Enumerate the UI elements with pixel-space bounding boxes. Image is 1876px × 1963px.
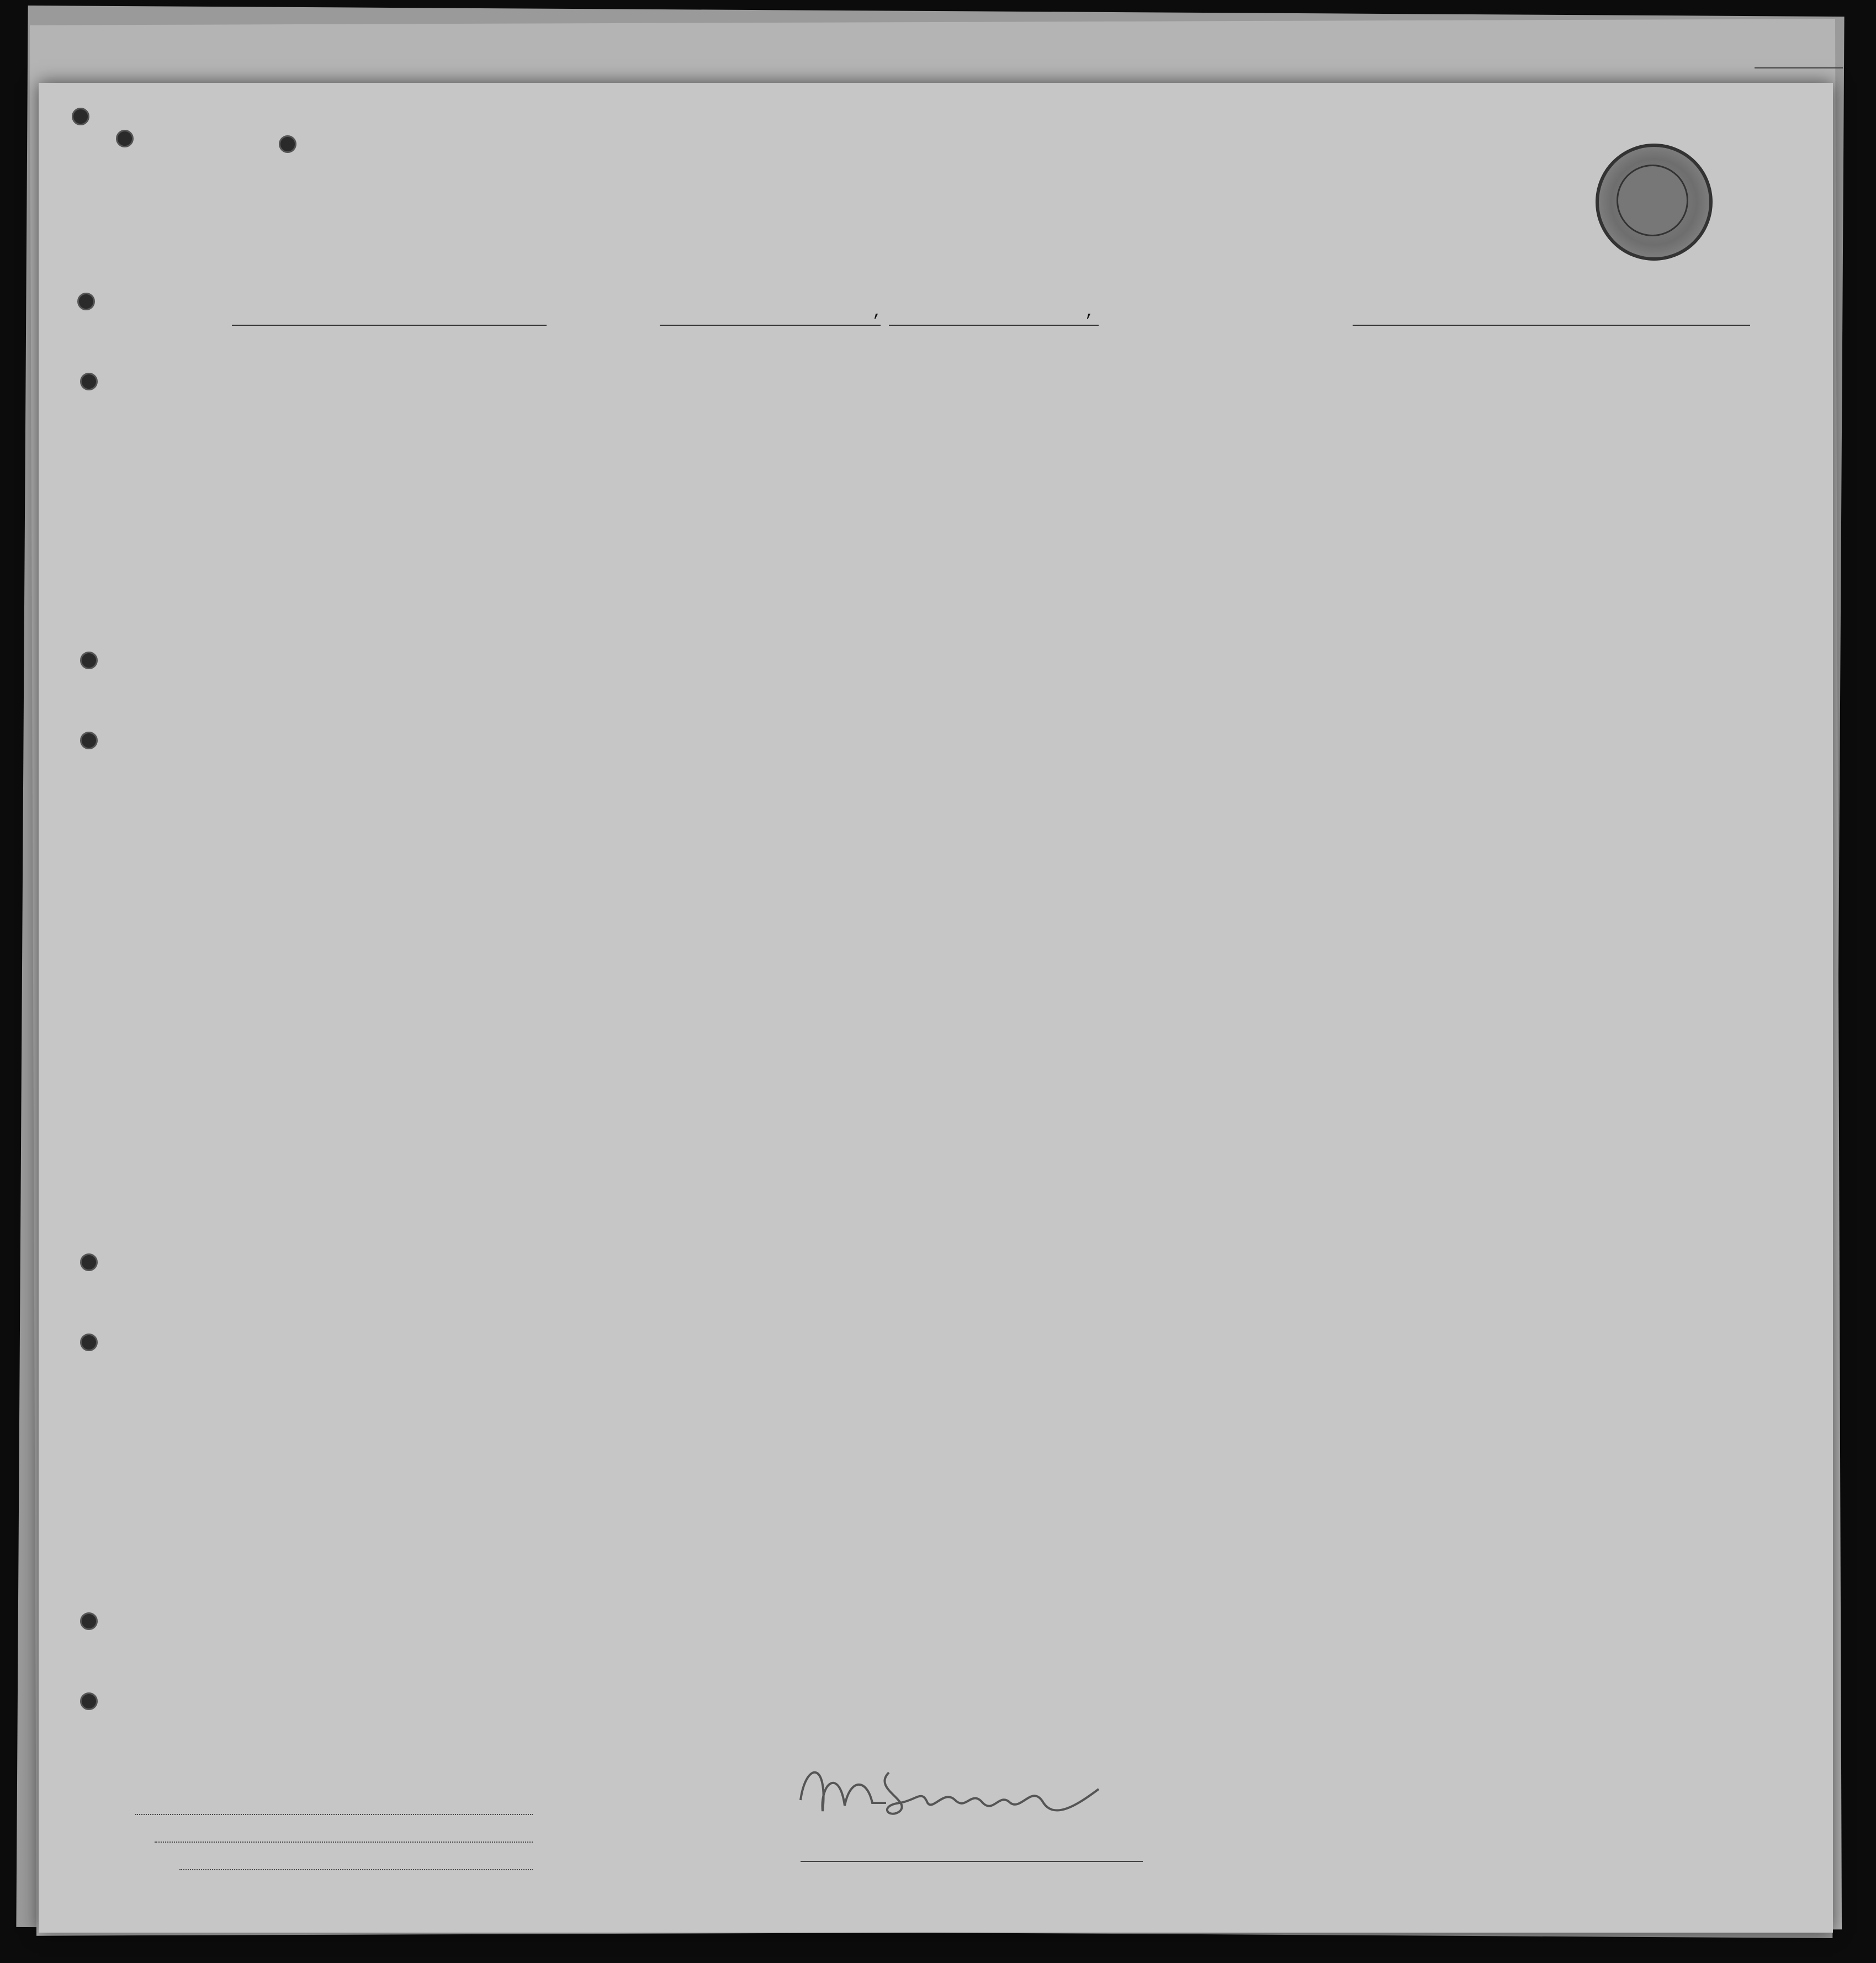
signature-icon [789,1750,1121,1833]
footer-agents-field [179,1869,533,1870]
comma-2: , [1085,303,1095,321]
footer-owners-field [155,1842,533,1843]
manifest-grid [39,83,1833,1933]
inspector-line [801,1861,1143,1862]
comma: , [872,303,883,321]
manifest-page [39,83,1833,1933]
footer-line-field [135,1814,533,1815]
top-sheet-no-line [1755,67,1843,68]
